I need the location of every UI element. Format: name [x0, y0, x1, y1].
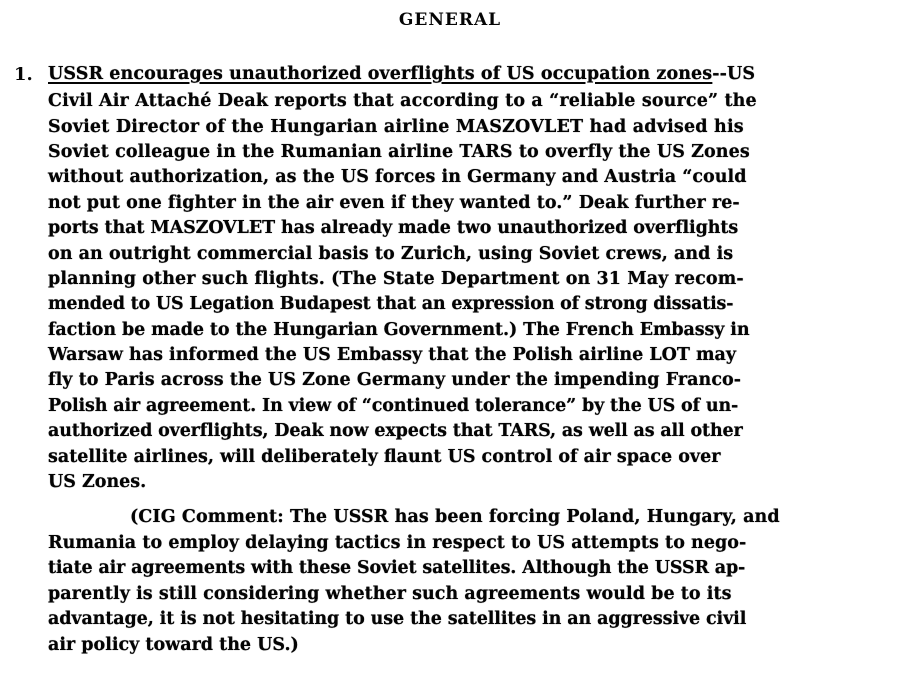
paragraph-line: fly to Paris across the US Zone Germany under the impending Franco-: [48, 370, 742, 390]
paragraph-line: US Zones.: [48, 472, 147, 492]
paragraph-line: Warsaw has informed the US Embassy that the Polish airline LOT may: [48, 345, 737, 365]
paragraph-line: planning other such flights. (The State Department on 31 May recom-: [48, 269, 744, 289]
paragraph-line: authorized overflights, Deak now expects that TARS, as well as all other: [48, 421, 743, 441]
item-headline-continuation: --US: [712, 64, 756, 84]
paragraph-line: satellite airlines, will deliberately flaunt US control of air space over: [48, 447, 721, 467]
paragraph-line: Soviet colleague in the Rumanian airline TARS to overfly the US Zones: [48, 142, 750, 162]
paragraph-line: Soviet Director of the Hungarian airline MASZOVLET had advised his: [48, 117, 744, 137]
comment-line: parently is still considering whether such agreements would be to its: [48, 584, 732, 604]
paragraph-line: on an outright commercial basis to Zurich, using Soviet crews, and is: [48, 244, 734, 264]
paragraph-line: Civil Air Attaché Deak reports that according to a “reliable source” the: [48, 91, 757, 111]
comment-line: advantage, it is not hesitating to use the satellites in an aggressive civil: [48, 609, 747, 629]
comment-line: air policy toward the US.): [48, 635, 299, 655]
paragraph-line-1: [48, 64, 858, 84]
paragraph-line: ports that MASZOVLET has already made two unauthorized overflights: [48, 218, 739, 238]
paragraph-line: mended to US Legation Budapest that an expression of strong dissatis-: [48, 294, 734, 314]
paragraph-line: not put one fighter in the air even if they wanted to.” Deak further re-: [48, 193, 740, 213]
paragraph-line: without authorization, as the US forces in Germany and Austria “could: [48, 167, 747, 187]
comment-line: Rumania to employ delaying tactics in respect to US attempts to nego-: [48, 533, 747, 553]
item-headline: USSR encourages unauthorized overflights of US occupation zones: [48, 64, 713, 84]
item-number: 1.: [14, 64, 33, 85]
comment-line: (CIG Comment: The USSR has been forcing Poland, Hungary, and: [130, 507, 780, 527]
comment-line: tiate air agreements with these Soviet satellites. Although the USSR ap-: [48, 558, 746, 578]
section-heading: GENERAL: [398, 10, 502, 30]
paragraph-line: faction be made to the Hungarian Government.) The French Embassy in: [48, 320, 750, 340]
paragraph-line: Polish air agreement. In view of “continued tolerance” by the US of un-: [48, 396, 739, 416]
